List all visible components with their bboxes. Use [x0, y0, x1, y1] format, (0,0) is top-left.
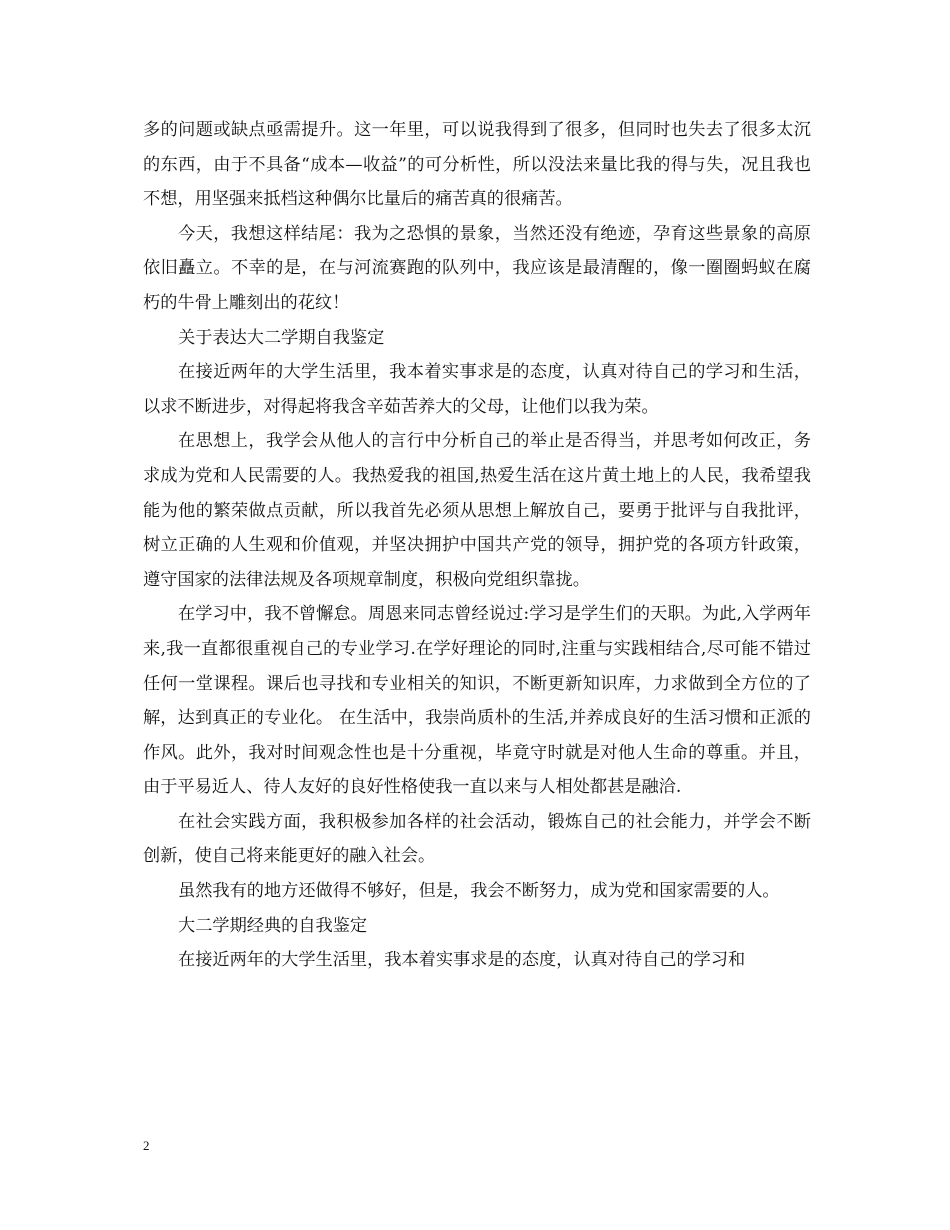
- page-number: 2: [143, 1138, 150, 1153]
- document-body: [143, 113, 811, 978]
- section-heading: 关于表达大二学期自我鉴定: [178, 327, 385, 348]
- paragraph: 在思想上，我学会从他人的言行中分析自己的举止是否得当，并思考如何改正，务求成为党和人民需要的人。我热爱我的祖国,热爱生活在这片黄土地上的人民，我希望我能为他的繁荣做点贡献，所以我首先必须从思想上解放自己，要勇于批评与自我批评，树立正确的人生观和价值观，并坚决拥护中国共产党的领导，拥护党的各项方针政策，遵守国家的法律法规及各项规章制度，积极向党组织靠拢。: [143, 431, 811, 590]
- section-heading: 大二学期经典的自我鉴定: [178, 915, 368, 936]
- paragraph: 在接近两年的大学生活里，我本着实事求是的态度，认真对待自己的学习和生活，以求不断进步，对得起将我含辛茹苦养大的父母，让他们以我为荣。: [143, 362, 811, 417]
- paragraph: 虽然我有的地方还做得不够好，但是，我会不断努力，成为党和国家需要的人。: [178, 881, 780, 902]
- paragraph: 在社会实践方面，我积极参加各样的社会活动，锻炼自己的社会能力，并学会不断创新，使自己将来能更好的融入社会。: [143, 811, 811, 867]
- paragraph: 在学习中，我不曾懈怠。周恩来同志曾经说过:学习是学生们的天职。为此,入学两年来,我一直都很重视自己的专业学习.在学好理论的同时,注重与实践相结合,尽可能不错过任何一堂课程。课后也寻找和专业相关的知识，不断更新知识库，力求做到全方位的了解，达到真正的专业化。 在生活中，我崇尚质朴的生活,并养成良好的生活习惯和正派的作风。此外，我对时间观念性也是十分重视，毕竟守时就是对他人生命的尊重。并且，由于平易近人、待人友好的良好性格使我一直以来与人相处都甚是融洽.: [143, 604, 811, 798]
- paragraph: 今天，我想这样结尾：我为之恐惧的景象，当然还没有绝迹，孕育这些景象的高原依旧矗立。不幸的是，在与河流赛跑的队列中，我应该是最清醒的，像一圈圈蚂蚁在腐朽的牛骨上雕刻出的花纹！: [143, 223, 811, 313]
- paragraph-continuation: 多的问题或缺点亟需提升。这一年里，可以说我得到了很多，但同时也失去了很多太沉的东西，由于不具备“成本—收益”的可分析性，所以没法来量比我的得与失，况且我也不想，用坚强来抵档这种偶尔比量后的痛苦真的很痛苦。: [143, 120, 811, 210]
- paragraph: 在接近两年的大学生活里，我本着实事求是的态度，认真对待自己的学习和: [178, 950, 746, 971]
